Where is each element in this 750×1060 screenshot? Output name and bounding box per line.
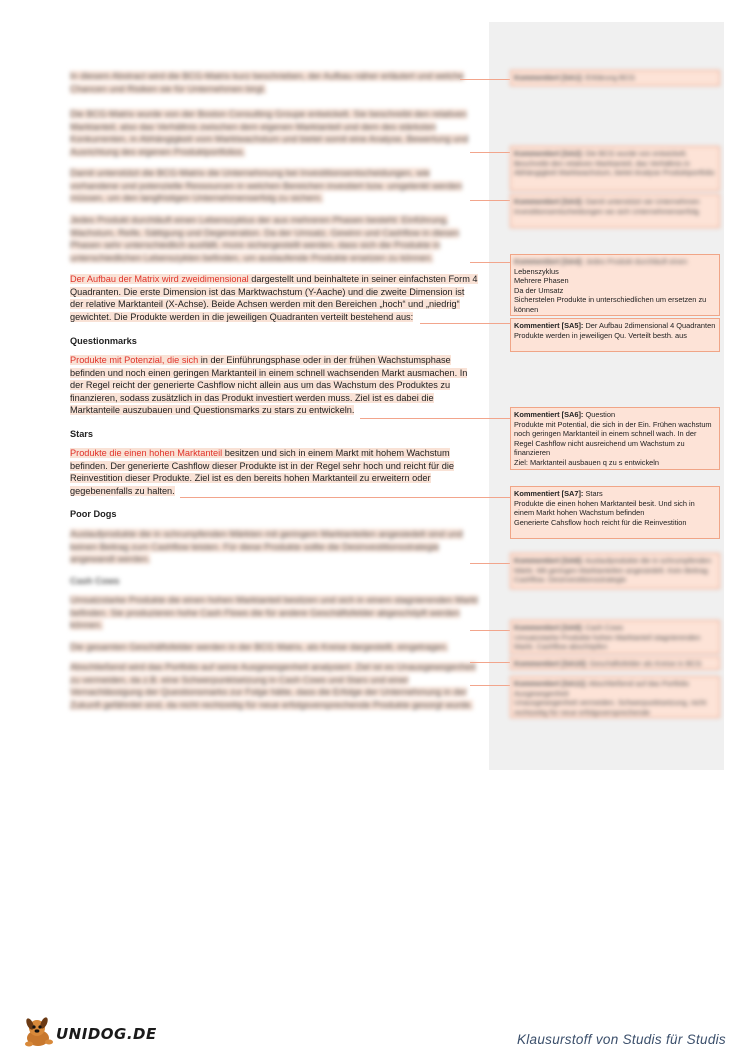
comment-connector xyxy=(180,497,510,498)
comment-tag: Kommentiert [SA2]: xyxy=(514,149,584,158)
heading-stars: Stars xyxy=(70,429,93,439)
comment-tag: Kommentiert [SA6]: xyxy=(514,410,584,419)
comment-text: Erklärung BCG xyxy=(585,73,636,82)
paragraph-balance-text: Abschließend wird das Portfolio auf seine Ausgewogenheit analysiert. Ziel ist es Unausgewogenheit zu vermeiden, da z.B. eine Schwerpunktsetzung in Cash Cows und Stars und einer Vernachlässigung der Questionsmarks zur Folge hätte, dass die Erfolge der Unternehmung in der Zukunft gefährdet sind, da nicht rechtzeitig für neue erfolgsversprechende Produkte gesorgt wurde. xyxy=(70,662,476,710)
comment-connector xyxy=(470,563,510,564)
paragraph-questionmarks-text: in der Einführungsphase oder in der frühen Wachstumsphase befinden und noch einen geringen Marktanteil in einem schnell wachsenden Markt ausmachen. In der Regel reicht der generierte Cashflow nicht allein aus um das Wachstum des Produktes zu finanzieren, sodass zusätzlich in das Produkt investiert werden muss. Ziel ist es dabei die Marktanteile auszubauen und Questionsmarks zu stars zu entwickeln. xyxy=(70,355,468,416)
comment-connector xyxy=(470,685,510,686)
comment-connector xyxy=(420,323,510,324)
heading-questionmarks: Questionmarks xyxy=(70,336,137,346)
paragraph-stars xyxy=(70,447,480,497)
comment-text: Jedes Produkt durchläuft einen xyxy=(585,257,688,266)
highlight-matrix-structure: Der Aufbau der Matrix wird zweidimensional xyxy=(70,274,249,284)
dog-mascot-icon xyxy=(22,1016,58,1048)
comment-text: Die BCG wurde von entwickelt. Beschreibt den relativen Marktanteil, das Verhältnis in Abhängigkeit Marktwachstum, bietet Analyse Produktportfolio xyxy=(514,149,715,178)
highlight-stars: Produkte die einen hohen Marktanteil xyxy=(70,448,223,458)
logo-text: UNIDOG.DE xyxy=(56,1025,157,1043)
comment-connector xyxy=(470,200,510,201)
comment-tag: Kommentiert [SA10]: xyxy=(514,659,588,668)
paragraph-investment xyxy=(70,167,480,205)
highlight-questionmarks: Produkte mit Potenzial, die sich xyxy=(70,355,199,365)
paragraph-cash-cows-text: Umsatzstarke Produkte die einen hohen Marktanteil besitzen und sich in einem stagnierenden Markt befinden. Sie produzieren hohe Cash Flows die für andere Geschäftsfelder abgeschöpft werden können. xyxy=(70,595,479,631)
comment-sa10[interactable] xyxy=(510,656,720,670)
comment-sa1[interactable] xyxy=(510,70,720,86)
comment-connector xyxy=(460,79,510,80)
comment-connector xyxy=(470,630,510,631)
comment-connector xyxy=(360,418,510,419)
comment-text: Der Aufbau 2dimensional 4 Quadranten Produkte werden in jeweiligen Qu. Verteilt besth. aus xyxy=(514,321,716,340)
comment-sa8[interactable] xyxy=(510,553,720,589)
comment-sa9[interactable] xyxy=(510,620,720,654)
comment-text: Stars Produkte die einen hohen Marktanteil besit. Und sich in einem Markt hohen Wachstum befinden Generierte Cahsflow hoch reicht für die Reinvestition xyxy=(514,489,695,527)
paragraph-matrix-structure-text: dargestellt und beinhaltete in seiner einfachsten Form 4 Quadranten. Die erste Dimension ist das Marktwachstum (Y-Aache) und die zweite Dimension ist der relative Marktanteil (X-Achse). Beide Achsen werden mit den Bereichen „hoch“ und „niedrig“ gewichtet. Die Produkte werden in die jeweiligen Quadranten verteilt bestehend aus: xyxy=(70,274,478,322)
paragraph-lifecycle-text: Jedes Produkt durchläuft einen Lebenszyklus der aus mehreren Phasen besteht: Einführung, Wachstum, Reife, Sättigung und Degeneration. Da der Umsatz, Gewinn und Cashflow in diesen Phasen sehr unterschiedlich ausfällt, muss sichergestellt werden, dass sich die Produkte in unterschiedlichen Lebenszyklen befinden, um auslaufende Produkte ersetzen zu können. xyxy=(70,215,460,263)
comment-tag: Kommentiert [SA9]: xyxy=(514,623,584,632)
heading-cash-cows: Cash Cows xyxy=(70,576,120,586)
comment-sa3[interactable] xyxy=(510,194,720,228)
comment-text: Abschließend auf das Portfolio Ausgewogenheit Unausgewogenheit vermeiden. Schwerpunktsetzung, nicht rechtzeitig für neue erfolgsversprechende xyxy=(514,679,707,717)
paragraph-stars-text: besitzen und sich in einem Markt mit hohem Wachstum befinden. Der generierte Cashflow dieser Produkte ist in der Regel sehr hoch und reicht für die Reinvestition dieser Produkte. Ziel ist es den bereits hohen Marktanteil zu erweitern oder gegebenenfalls zu halten. xyxy=(70,448,455,496)
paragraph-balance xyxy=(70,661,480,711)
comment-text: Damit unterstützt sie Unternehmen Investitionsentscheidungen wo sich Unternehmenserfolg xyxy=(514,197,700,216)
comment-connector xyxy=(470,152,510,153)
comment-tag: Kommentiert [SA5]: xyxy=(514,321,584,330)
paragraph-intro xyxy=(70,70,480,95)
comment-sa4-lines: Lebenszyklus Mehrere Phasen Da der Umsatz Sicherstelen Produkte in unterschiedlichen um ersetzen zu können xyxy=(514,266,707,314)
paragraph-circles-text: Die gesamten Geschäftsfelder werden in der BCG Matrix, als Kreise dargestellt, eingetragen. xyxy=(70,642,449,652)
paragraph-bcg-origin-text: Die BCG-Matrix wurde von der Boston Consulting Groupe entwickelt. Sie beschreibt den relativen Marktanteil, also das Verhältnis zwischen dem eigenen Marktanteil und dem des stärksten Konkurrenten, in Abhängigkeit vom Marktwachstum und bietet somit eine Analyse, Bewertung und Ausrichtung des eigenen Produktportfolios. xyxy=(70,109,469,157)
footer-slogan: Klausurstoff von Studis für Studis xyxy=(516,1032,726,1047)
paragraph-questionmarks xyxy=(70,354,480,417)
paragraph-bcg-origin xyxy=(70,108,480,158)
comment-tag: Kommentiert [SA8]: xyxy=(514,556,584,565)
paragraph-investment-text: Damit unterstützt die BCG-Matrix die Unternehmung bei Investitionsentscheidungen, wie vorhandene und potenzielle Ressourcen in welchen Bereichen investiert bzw. umgelenkt werden müssen, um den langfristigen Unternehmenserfolg zu sichern. xyxy=(70,168,463,204)
comment-connector xyxy=(470,662,510,663)
comment-sa4-header xyxy=(514,257,716,267)
comment-sa5[interactable] xyxy=(510,318,720,352)
comment-text: Question Produkte mit Potential, die sich in der Ein. Frühen wachstum noch geringen Marktanteil in einem schnell wach. In der Regel Cashflow nicht ausreichend um Wachstum zu finanzieren Ziel: Marktanteil ausbauen q zu s entwickeln xyxy=(514,410,712,467)
comment-sa7[interactable] xyxy=(510,486,720,539)
comment-text: Cash Cows Umsatzstarke Produkte hohen Marktanteil stagnierenden Markt. Cashflow abschöpfen xyxy=(514,623,701,652)
comment-text: Geschäftsfelder als Kreise in BCG xyxy=(589,659,702,668)
comment-tag: Kommentiert [SA4]: xyxy=(514,257,584,266)
paragraph-matrix-structure xyxy=(70,273,480,323)
comment-tag: Kommentiert [SA11]: xyxy=(514,679,588,688)
comment-connector xyxy=(470,262,510,263)
comment-text: Auslaufprodukte die in schrumpfenden Märkt. Mit geringen Marktanteilen angesiedelt. Kein Beitrag Cashflow. Desinvestitionsstrategie xyxy=(514,556,712,585)
comment-sa6[interactable] xyxy=(510,407,720,470)
comment-tag: Kommentiert [SA7]: xyxy=(514,489,584,498)
comment-tag: Kommentiert [SA1]: xyxy=(514,73,584,82)
comment-sa11[interactable] xyxy=(510,676,720,718)
unidog-logo[interactable] xyxy=(22,1016,157,1048)
comment-sa4[interactable] xyxy=(510,254,720,316)
paragraph-lifecycle xyxy=(70,214,480,264)
paragraph-cash-cows xyxy=(70,594,480,632)
heading-poor-dogs: Poor Dogs xyxy=(70,509,117,519)
comment-sa2[interactable] xyxy=(510,146,720,191)
paragraph-poor-dogs-text: Auslaufprodukte die in schrumpfenden Märkten mit geringem Marktanteilen angesiedelt sind und keinen Beitrag zum Cashflow leisten. Für diese Produkte sollte die Desinvestitionsstrategie angewandt werden. xyxy=(70,529,463,565)
comment-tag: Kommentiert [SA3]: xyxy=(514,197,584,206)
paragraph-intro-text: In diesem Abstract wird die BCG-Matrix kurz beschrieben, der Aufbau näher erläutert und welche Chancen und Risiken sie für Unternehmen birgt. xyxy=(70,71,464,94)
paragraph-circles xyxy=(70,641,480,654)
paragraph-poor-dogs xyxy=(70,528,480,566)
